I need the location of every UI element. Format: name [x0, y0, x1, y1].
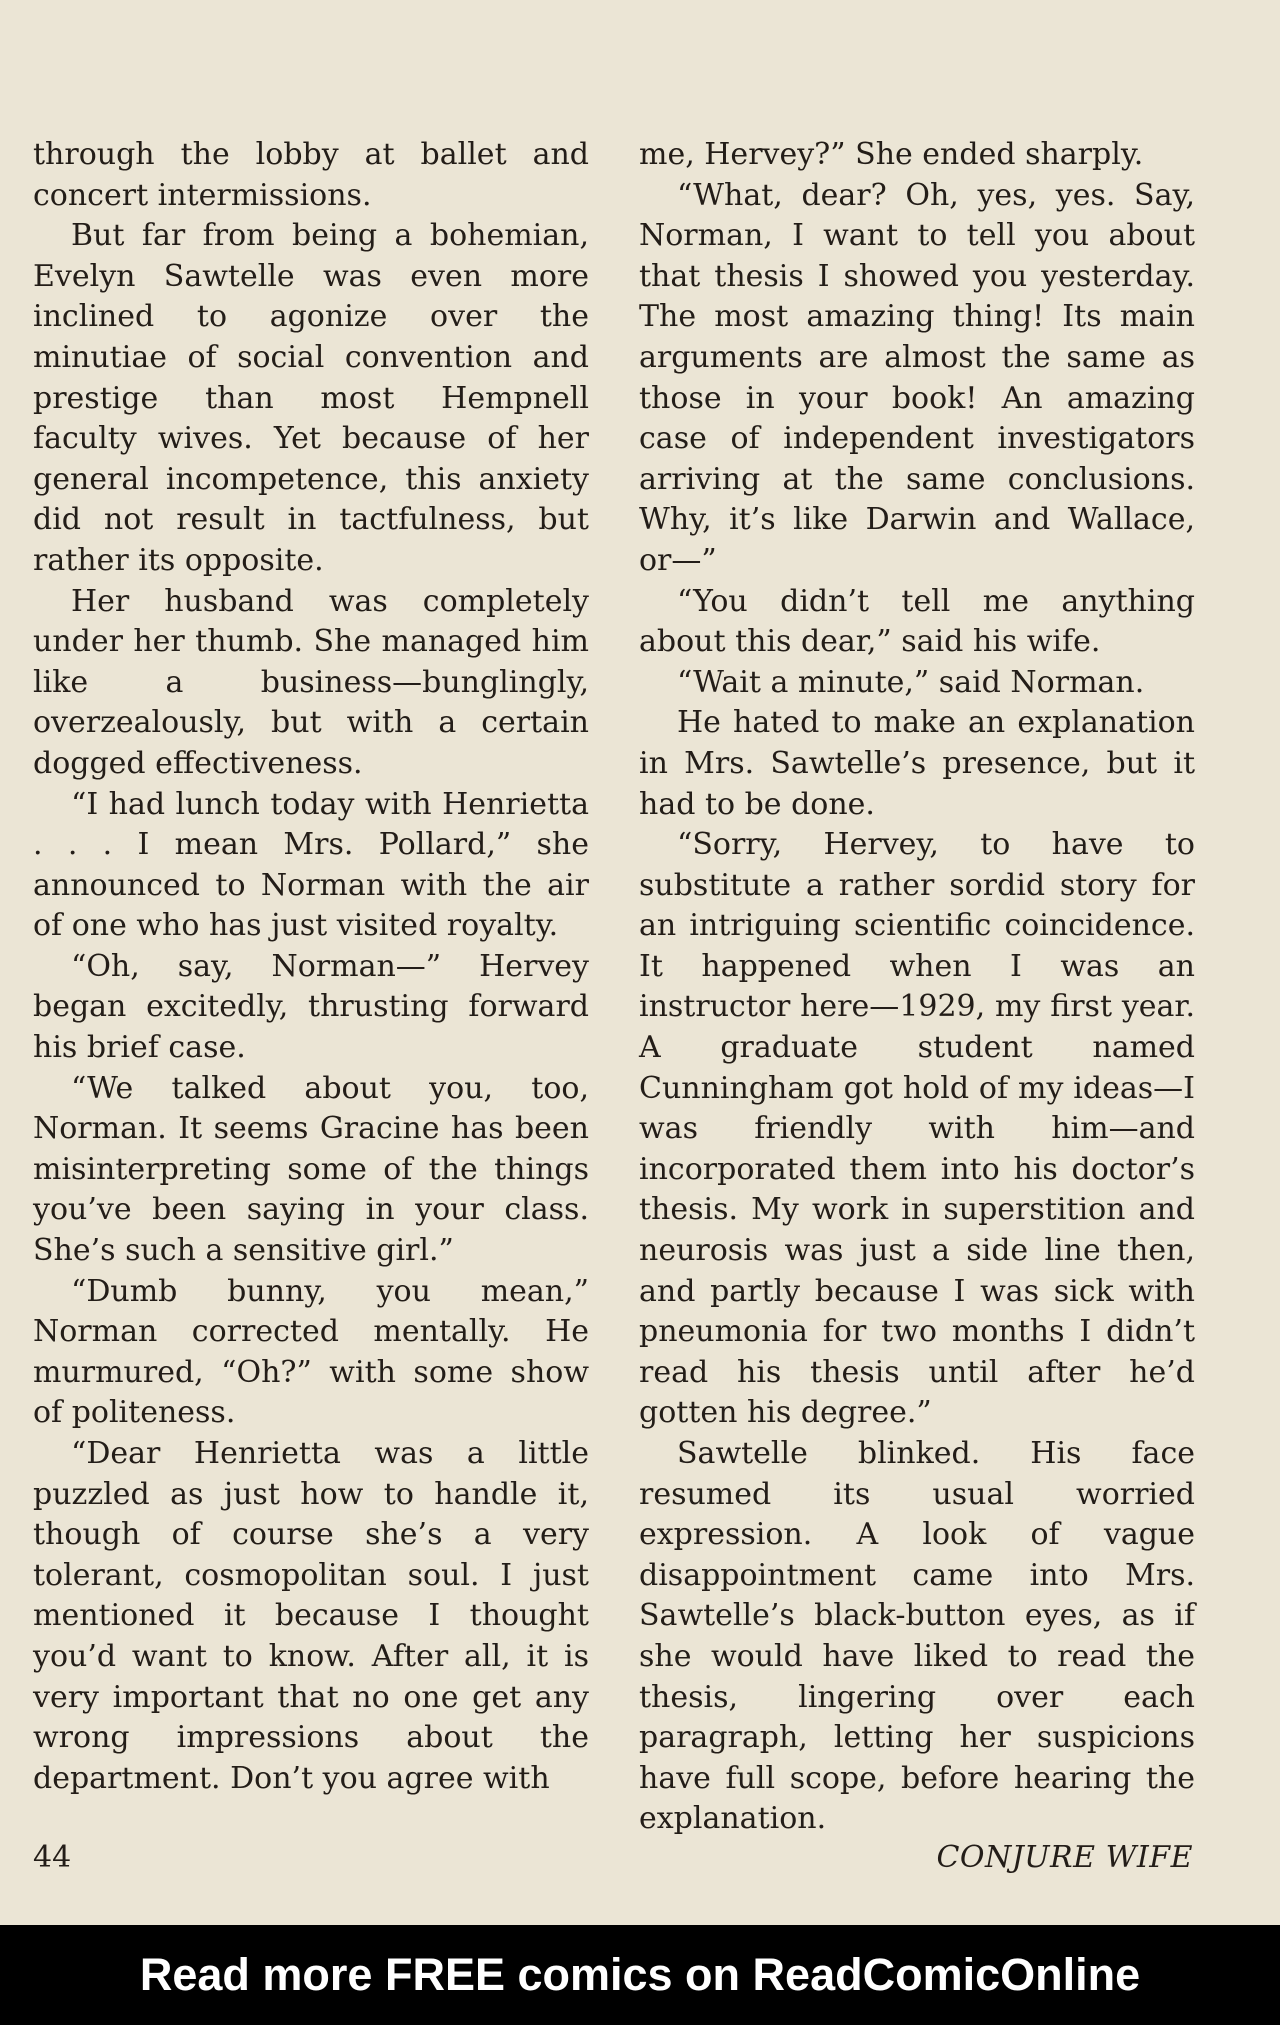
paragraph: Sawtelle blinked. His face resumed its usual worried expression. A look of vague disappointment came into Mrs. Sawtelle’s black-button eyes, as if she would have liked to read the thesis, lingering over each paragraph, letting her suspicions have full scope, before hearing the explanation. — [639, 1436, 1195, 1837]
paragraph: “You didn’t tell me anything about this dear,” said his wife. — [639, 583, 1195, 660]
paragraph: “Dumb bunny, you mean,” Norman corrected mentally. He murmured, “Oh?” with some show of politeness. — [33, 1273, 589, 1431]
promo-banner[interactable] — [0, 1925, 1280, 2025]
paragraph: He hated to make an explanation in Mrs. Sawtelle’s presence, but it had to be done. — [639, 705, 1195, 822]
paragraph: “We talked about you, too, Norman. It seems Gracine has been misinterpreting some of the things you’ve been saying in your class. She’s such a sensitive girl.” — [33, 1070, 589, 1269]
paragraph: “Wait a minute,” said Norman. — [677, 664, 1145, 700]
paragraph: “Oh, say, Norman—” Hervey began excitedly, thrusting forward his brief case. — [33, 948, 589, 1066]
right-column — [639, 135, 1195, 1840]
paragraph: “Sorry, Hervey, to have to substitute a rather sordid story for an intriguing scientific coincidence. It happened when I was an instructor here—1929, my first year. A graduate student named Cunningham got hold of my ideas—I was friendly with him—and incorporated them into his doctor’s thesis. My work in superstition and neurosis was just a side line then, and partly because I was sick with pneumonia for two months I didn’t read his thesis until after he’d gotten his degree.” — [639, 827, 1195, 1431]
running-title: CONJURE WIFE — [936, 1840, 1193, 1875]
paragraph: But far from being a bohemian, Evelyn Sawtelle was even more inclined to agonize over the minutiae of social convention and prestige than most Hempnell faculty wives. Yet because of her general incompetence, this anxiety did not result in tactfulness, but rather its opposite. — [33, 218, 589, 578]
paragraph: through the lobby at ballet and concert intermissions. — [33, 137, 589, 213]
promo-banner-text[interactable]: Read more FREE comics on ReadComicOnline — [139, 1949, 1141, 2000]
paragraph: “I had lunch today with Henrietta . . . I mean Mrs. Pollard,” she announced to Norman with the air of one who has just visited royalty. — [33, 786, 589, 944]
paragraph: “What, dear? Oh, yes, yes. Say, Norman, I want to tell you about that thesis I showed you yesterday. The most amazing thing! Its main arguments are almost the same as those in your book! An amazing case of independent investigators arriving at the same conclusions. Why, it’s like Darwin and Wallace, or—” — [639, 177, 1195, 578]
paragraph: Her husband was completely under her thumb. She managed him like a business—bunglingly, overzealously, but with a certain dogged effectiveness. — [33, 583, 589, 781]
paragraph: “Dear Henrietta was a little puzzled as just how to handle it, though of course she’s a very tolerant, cosmopolitan soul. I just mentioned it because I thought you’d want to know. After all, it is very important that no one get any wrong impressions about the department. Don’t you agree with — [33, 1436, 589, 1796]
paragraph: me, Hervey?” She ended sharply. — [639, 137, 1144, 172]
left-column — [33, 135, 589, 1799]
page-number: 44 — [33, 1840, 72, 1875]
